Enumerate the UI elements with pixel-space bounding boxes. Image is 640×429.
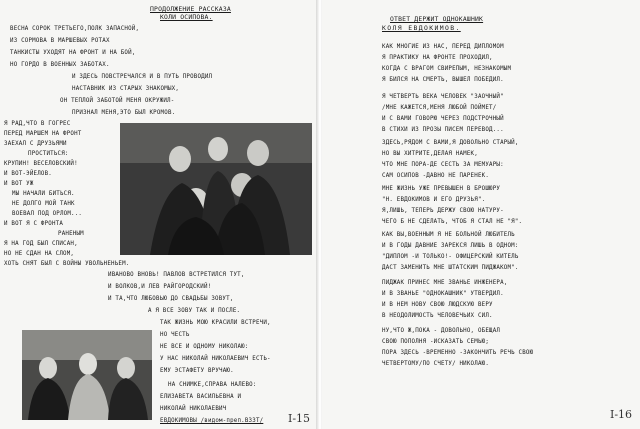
intro-line: ТАНКИСТЫ УХОДЯТ НА ФРОНТ И НА БОЙ,	[10, 50, 136, 56]
stanza-1-line: Я ПРАКТИКУ НА ФРОНТЕ ПРОХОДИЛ,	[382, 55, 493, 61]
stanza-5-line: "ДИПЛОМ -И ТОЛЬКО!- ОФИЦЕРСКИЙ КИТЕЛЬ	[382, 254, 519, 260]
stanza-1-line: КАК МНОГИЕ ИЗ НАС, ПЕРЕД ДИПЛОМОМ	[382, 44, 504, 50]
column-line: НО НЕ СДАН НА СЛОМ,	[4, 251, 75, 257]
stanza-4-line: ЧЕГО Б НЕ СДЕЛАТЬ, ЧТОБ Я СТАЛ НЕ "Я".	[382, 219, 523, 225]
lower-line: ТАК ЖИЗНЬ МОЮ КРАСИЛИ ВСТРЕЧИ,	[160, 320, 271, 326]
lower-line: НЕ ВСЕ И ОДНОМУ НИКОЛАЮ:	[160, 344, 249, 350]
intro-line: И ЗДЕСЬ ПОВСТРЕЧАЛСЯ И В ПУТЬ ПРОВОДИЛ	[72, 74, 213, 80]
left-heading-line-2: КОЛИ ОСИПОВА.	[160, 13, 213, 21]
lower-line: И ВОЛКОВ,И ЛЕВ РАЙГОРОДСКИЙ!	[108, 284, 212, 290]
stanza-6-line: И В ЗВАНЬЕ "ОДНОКАШНИК" УТВЕРДИЛ.	[382, 291, 504, 297]
column-line: ХОТЬ СНЯТ БЫЛ С ВОЙНЫ УВОЛЬНЕНЬЕМ.	[4, 261, 130, 267]
stanza-1-line: КОГДА С ВРАГОМ СВИРЕПЫМ, НЕЗНАКОМЫМ	[382, 66, 512, 72]
lower-line: И ТА,ЧТО ЛЮБОВЬЮ ДО СВАДЬБЫ ЗОВУТ,	[108, 296, 234, 302]
caption-line: ЕЛИЗАВЕТА ВАСИЛЬЕВНА И	[160, 394, 242, 400]
stanza-2-line: В СТИХИ ИЗ ПРОЗЫ ПИСЕМ ПЕРЕВОД...	[382, 127, 504, 133]
stanza-3-line: НО ВЫ ХИТРИТЕ,ДЕЛАЯ НАМЕК,	[382, 151, 478, 157]
left-heading-line-1: ПРОДОЛЖЕНИЕ РАССКАЗА	[150, 5, 231, 13]
column-line: НЕ ДОЛГО МОЙ ТАНК	[12, 201, 75, 207]
stanza-7-line: НУ,ЧТО Ж,ПОКА - ДОВОЛЬНО, ОБЕЩАЛ	[382, 328, 501, 334]
caption-line: НА СНИМКЕ,СПРАВА НАЛЕВО:	[168, 382, 257, 388]
lower-line: НО ЧЕСТЬ	[160, 332, 190, 338]
stanza-3-line: САМ ОСИПОВ -ДАВНО НЕ ПАРЕНЕК.	[382, 173, 490, 179]
stanza-6-line: В НЕОДОЛИМОСТЬ ЧЕЛОВЕЧЬИХ СИЛ.	[382, 313, 493, 319]
stanza-4-line: Я,ЛИШЬ, ТЕПЕРЬ ДЕРЖУ СВОЮ НАТУРУ-	[382, 208, 504, 214]
right-heading-line-2: КОЛЯ ЕВДОКИМОВ.	[382, 24, 461, 32]
stanza-5-line: КАК ВЫ,ВОЕННЫМ Я НЕ БОЛЬНОЙ ЛЮБИТЕЛЬ	[382, 232, 515, 238]
column-line: ВОЕВАЛ ПОД ОРЛОМ...	[12, 211, 83, 217]
stanza-6-line: И В НЕМ НОВУ СВОЮ ЛЮДСКУЮ ВЕРУ	[382, 302, 493, 308]
lower-line: ИВАНОВО ВНОВЬ! ПАВЛОВ ВСТРЕТИЛСЯ ТУТ,	[108, 272, 245, 278]
column-line: КРУПИН! ВЕСЕЛОВСКИЙ!	[4, 161, 78, 167]
family-photo	[22, 330, 152, 420]
column-line: ЗАЕХАЛ С ДРУЗЬЯМИ	[4, 141, 67, 147]
right-page	[322, 0, 640, 429]
page-number: I-15	[288, 412, 311, 425]
page-number: I-16	[610, 408, 633, 421]
stanza-7-line: СВОЮ ПОПОЛНЯ -ИСКАЗАТЬ СЕМЬЮ;	[382, 339, 490, 345]
intro-line: ИЗ СОРМОВА В МАРШЕВЫХ РОТАХ	[10, 38, 110, 44]
stanza-6-line: ПИДЖАК ПРИНЕС МНЕ ЗВАНЬЕ ИНЖЕНЕРА,	[382, 280, 508, 286]
intro-line: ОН ТЕПЛОЙ ЗАБОТОЙ МЕНЯ ОКРУЖИЛ-	[60, 98, 175, 104]
lower-line: А Я ВСЕ ЗОВУ ТАК И ПОСЛЕ.	[148, 308, 241, 314]
stanza-4-line: "Н. ЕВДОКИМОВ И ЕГО ДРУЗЬЯ".	[382, 197, 486, 203]
column-line: МЫ НАЧАЛИ БИТЬСЯ.	[12, 191, 75, 197]
column-line: И ВОТ Я С ФРОНТА	[4, 221, 64, 227]
column-line: ПРОСТИТЬСЯ:	[28, 151, 69, 157]
column-line: ПЕРЕД МАРШЕМ НА ФРОНТ	[4, 131, 82, 137]
caption-line: НИКОЛАЙ НИКОЛАЕВИЧ	[160, 406, 227, 412]
stanza-2-line: И С ВАМИ ГОВОРЮ ЧЕРЕЗ ПОДСТРОЧНЫЙ	[382, 116, 504, 122]
left-page	[0, 0, 318, 429]
intro-line: НАСТАВНИК ИЗ СТАРЫХ ЗНАКОМЫХ,	[72, 86, 180, 92]
intro-line: НО ГОРДО В ВОЕННЫХ ЗАБОТАХ.	[10, 62, 110, 68]
stanza-2-line: /МНЕ КАЖЕТСЯ,МЕНЯ ЛЮБОЙ ПОЙМЕТ/	[382, 105, 497, 111]
right-heading-line-1: ОТВЕТ ДЕРЖИТ ОДНОКАШНИК	[390, 15, 484, 23]
stanza-2-line: Я ЧЕТВЕРТЬ ВЕКА ЧЕЛОВЕК "ЗАОЧНЫЙ"	[382, 94, 504, 100]
lower-line: ЕМУ ЭСТАФЕТУ ВРУЧАЮ.	[160, 368, 234, 374]
group-photo	[120, 123, 312, 255]
column-line: Я РАД,ЧТО В ГОГРЕС	[4, 121, 71, 127]
stanza-4-line: МНЕ ЖИЗНЬ УЖЕ ПРЕВЫШЕН В БРОШЮРУ	[382, 186, 501, 192]
lower-line: У НАС НИКОЛАЙ НИКОЛАЕВИЧ ЕСТЬ-	[160, 356, 271, 362]
stanza-5-line: ДАСТ ЗАМЕНИТЬ МНЕ ШТАТСКИМ ПИДЖАКОМ".	[382, 265, 519, 271]
intro-line: ВЕСНА СОРОК ТРЕТЬЕГО,ПОЛК ЗАПАСНОЙ,	[10, 26, 140, 32]
stanza-3-line: ЧТО МНЕ ПОРА-ДЕ СЕСТЬ ЗА МЕМУАРЫ:	[382, 162, 504, 168]
stanza-7-line: ЧЕТВЕРТОМУ/ПО СЧЕТУ/ НИКОЛАЮ.	[382, 361, 490, 367]
stanza-1-line: Я БИЛСЯ НА СМЕРТЬ, ВЫШЕЛ ПОБЕДИЛ.	[382, 77, 504, 83]
caption-line: ЕВДОКИМОВЫ /видом-преп.ВЗЗТ/	[160, 418, 264, 424]
column-line: Я НА ГОД БЫЛ СПИСАН,	[4, 241, 78, 247]
column-line: И ВОТ УЖ	[4, 181, 34, 187]
column-line: РАНЕНЫМ	[58, 231, 84, 237]
stanza-5-line: И В ГОДЫ ДАВНИЕ ЗАРЕКСЯ ЛИШЬ В ОДНОМ:	[382, 243, 519, 249]
stanza-3-line: ЗДЕСЬ,РЯДОМ С ВАМИ,Я ДОВОЛЬНО СТАРЫЙ,	[382, 140, 519, 146]
column-line: И ВОТ-ЭЙЕЛОВ.	[4, 171, 52, 177]
stanza-7-line: ПОРА ЗДЕСЬ -ВРЕМЕННО -ЗАКОНЧИТЬ РЕЧЬ СВОЮ	[382, 350, 534, 356]
intro-line: ПРИЗНАЛ МЕНЯ,ЭТО БЫЛ КРОМОВ.	[72, 110, 176, 116]
